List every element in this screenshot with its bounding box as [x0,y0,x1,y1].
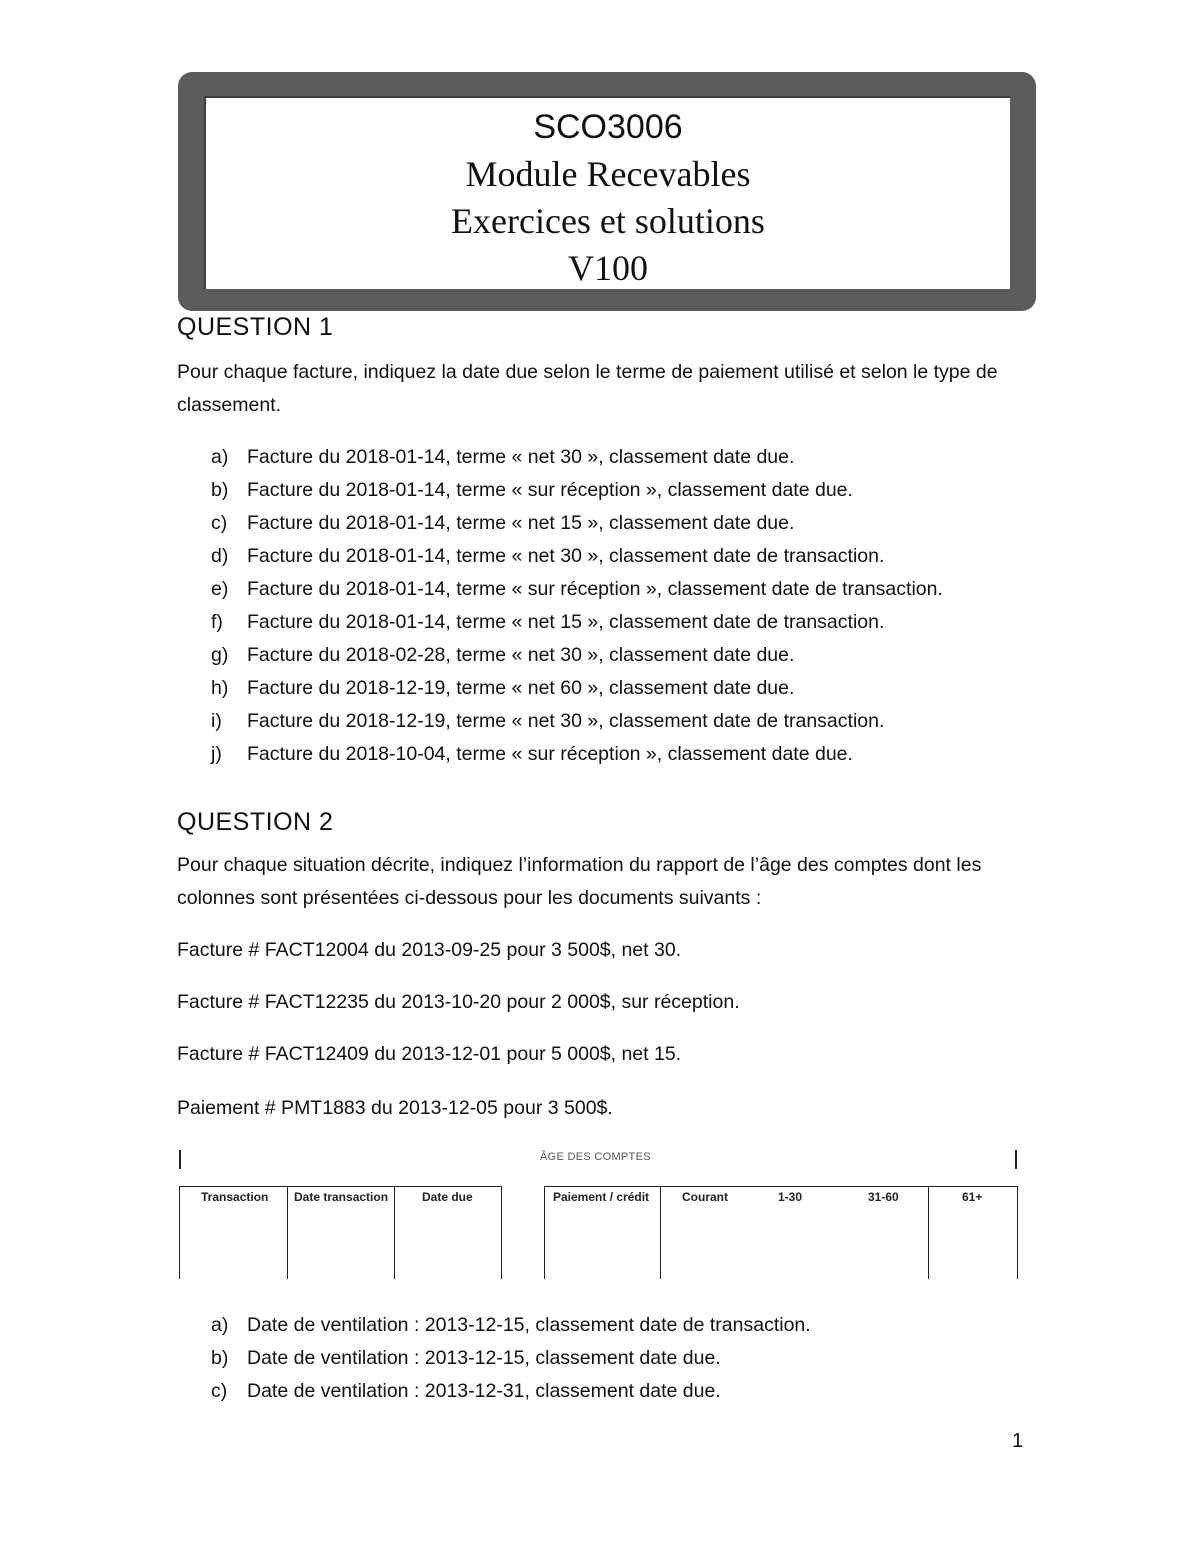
document-version: V100 [568,248,648,288]
list-item [211,1342,811,1375]
list-marker: b) [211,479,229,501]
aging-left-table [179,1186,502,1279]
list-item-text: Date de ventilation : 2013-12-15, classement date due. [247,1347,721,1369]
aging-column-label: 31-60 [868,1190,899,1204]
aging-column [660,1187,750,1279]
list-item-text: Date de ventilation : 2013-12-15, classement date de transaction. [247,1314,811,1336]
list-item-text: Facture du 2018-01-14, terme « net 30 », classement date due. [247,446,795,468]
list-marker: d) [211,545,229,567]
list-item [211,738,943,771]
list-item [211,705,943,738]
list-item-text: Facture du 2018-01-14, terme « net 15 », classement date due. [247,512,795,534]
aging-column-label: 1-30 [778,1190,803,1204]
aging-column-label: Paiement / crédit [553,1190,650,1204]
list-item [211,1375,811,1408]
list-item-text: Facture du 2018-02-28, terme « net 30 », classement date due. [247,644,795,666]
document-line: Paiement # PMT1883 du 2013-12-05 pour 3 500$. [177,1097,613,1119]
aging-bracket-left [179,1150,181,1169]
aging-bracket-right [1015,1150,1017,1169]
list-item-text: Facture du 2018-01-14, terme « sur réception », classement date due. [247,479,853,501]
list-item-text: Facture du 2018-01-14, terme « net 15 », classement date de transaction. [247,611,885,633]
course-code: SCO3006 [533,108,683,146]
title-box [178,72,1036,311]
list-item-text: Facture du 2018-01-14, terme « sur réception », classement date de transaction. [247,578,943,600]
question1-intro: Pour chaque facture, indiquez la date due selon le terme de paiement utilisé et selon le type de classement. [177,361,998,416]
document-line: Facture # FACT12004 du 2013-09-25 pour 3 500$, net 30. [177,939,682,961]
aging-column [928,1187,1018,1279]
aging-column [287,1187,394,1279]
aging-column-label: Date transaction [294,1190,389,1204]
question2-intro: Pour chaque situation décrite, indiquez l’information du rapport de l’âge des comptes dont les colonnes sont présentées ci-dessous pour les documents suivants : [177,854,982,909]
document-line: Facture # FACT12235 du 2013-10-20 pour 2 000$, sur réception. [177,991,740,1013]
aging-column-label: Transaction [201,1190,269,1204]
list-marker: c) [211,1380,228,1402]
list-item [211,441,943,474]
list-item-text: Facture du 2018-01-14, terme « net 30 », classement date de transaction. [247,545,885,567]
list-marker: f) [211,611,223,633]
list-item [211,507,943,540]
list-item-text: Facture du 2018-10-04, terme « sur réception », classement date due. [247,743,853,765]
list-item [211,639,943,672]
aging-column [544,1187,660,1279]
list-marker: a) [211,446,229,468]
question2-list [211,1309,811,1408]
page-number: 1 [1012,1430,1024,1452]
list-item-text: Date de ventilation : 2013-12-31, classement date due. [247,1380,721,1402]
list-marker: a) [211,1314,229,1336]
question1-list [211,441,943,771]
aging-column-label: Courant [682,1190,728,1204]
aging-report-title: ÂGE DES COMPTES [540,1151,651,1163]
list-item [211,672,943,705]
aging-column [394,1187,502,1279]
list-item-text: Facture du 2018-12-19, terme « net 60 », classement date due. [247,677,795,699]
question1-heading: QUESTION 1 [177,313,334,341]
document-line: Facture # FACT12409 du 2013-12-01 pour 5 000$, net 15. [177,1043,682,1065]
document-subtitle: Exercices et solutions [451,201,765,241]
list-item [211,1309,811,1342]
list-item [211,474,943,507]
question2-heading: QUESTION 2 [177,808,334,836]
title-inner [204,96,1010,289]
list-marker: e) [211,578,229,600]
aging-column [179,1187,287,1279]
list-marker: h) [211,677,229,699]
aging-column [750,1187,840,1279]
module-name: Module Recevables [465,154,751,194]
list-marker: b) [211,1347,229,1369]
list-marker: i) [211,710,222,732]
list-item [211,540,943,573]
list-item [211,573,943,606]
list-marker: j) [211,743,222,765]
list-marker: g) [211,644,229,666]
list-item-text: Facture du 2018-12-19, terme « net 30 », classement date de transaction. [247,710,885,732]
list-item [211,606,943,639]
list-marker: c) [211,512,228,534]
aging-column [840,1187,928,1279]
aging-right-table [544,1186,1018,1279]
aging-column-label: 61+ [962,1190,983,1204]
aging-column-label: Date due [422,1190,473,1204]
